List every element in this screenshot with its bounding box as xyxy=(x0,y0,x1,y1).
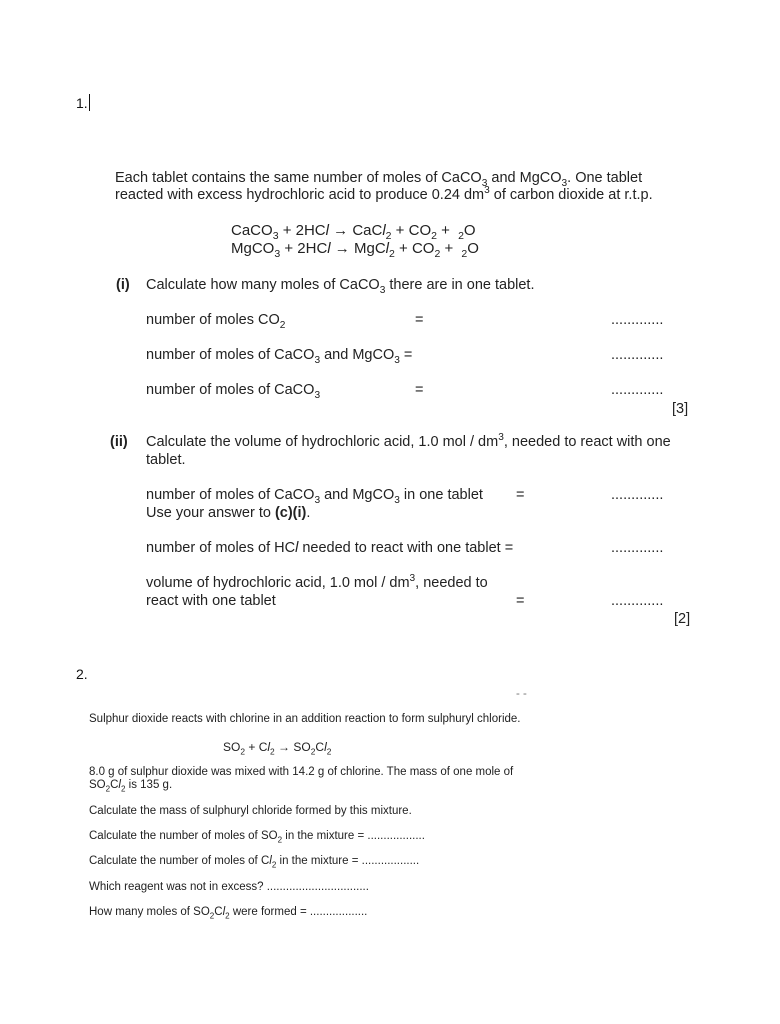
part-i-row1-equals: = xyxy=(415,312,424,328)
part-ii-row1-note: Use your answer to (c)(i). xyxy=(146,505,311,521)
text-cursor xyxy=(89,94,90,111)
question-1-number: 1. xyxy=(76,95,88,111)
equation-caco3: CaCO$_3$ + 2HCl → CaCl$_2$ + $CO_2 + _2O$ xyxy=(231,222,476,242)
q2-moles-formed: How many moles of $SO_2Cl_2$ were formed = .................. xyxy=(89,906,368,921)
part-i-row3-label: number of moles of CaCO$_3$ xyxy=(146,382,321,401)
part-i-question: Calculate how many moles of CaCO$_3$ there are in one tablet. xyxy=(146,277,535,296)
q1-intro-line2: reacted with excess hydrochloric acid to produce 0.24 $dm^3$ of carbon dioxide at r.t.p. xyxy=(115,185,653,203)
part-ii-row2-label: number of moles of HCl needed to react with one tablet = xyxy=(146,540,514,556)
equation-mgco3: MgCO$_3$ + 2HCl → MgCl$_2$ + $CO_2 + _2O$ xyxy=(231,240,479,260)
part-ii-row2-answer-blank[interactable]: ............. xyxy=(611,540,664,556)
question-2-number: 2. xyxy=(76,666,88,682)
part-ii-question-line1: Calculate the volume of hydrochloric acid, 1.0 mol / $dm^3$, needed to react with one xyxy=(146,432,671,450)
part-ii-row1-answer-blank[interactable]: ............. xyxy=(611,487,664,503)
part-ii-row3-label-line1: volume of hydrochloric acid, 1.0 mol / $dm^3$, needed to xyxy=(146,573,488,591)
q2-so2-answer-blank[interactable]: .................. xyxy=(367,830,425,842)
part-i-row3-equals: = xyxy=(415,382,424,398)
q2-reagent: Which reagent was not in excess? ................................ xyxy=(89,881,369,893)
part-i-row2-label: number of moles of CaCO$_3$ and MgCO$_3$ = xyxy=(146,347,413,366)
part-ii-row1-label: number of moles of CaCO$_3$ and MgCO$_3$ in one tablet xyxy=(146,487,483,506)
q2-calc-mass: Calculate the mass of sulphuryl chloride formed by this mixture. xyxy=(89,805,412,817)
part-ii-row3-label-line2: react with one tablet xyxy=(146,593,276,609)
part-ii-row3-equals: = xyxy=(516,593,525,609)
part-ii-label: (ii) xyxy=(110,434,128,450)
part-i-label: (i) xyxy=(116,277,130,293)
equation-so2cl2: $SO_2 + Cl_2 \to SO_2Cl_2$ xyxy=(223,740,332,757)
part-i-row1-label: number of moles $CO_2$ xyxy=(146,312,286,331)
part-ii-row3-answer-blank[interactable]: ............. xyxy=(611,593,664,609)
q2-moles-answer-blank[interactable]: .................. xyxy=(309,906,368,918)
part-ii-marks: [2] xyxy=(674,611,691,627)
q2-calc-so2: Calculate the number of moles of $SO_2$ in the mixture = .................. xyxy=(89,830,425,845)
part-i-row1-answer-blank[interactable]: ............. xyxy=(611,312,664,328)
q2-reagent-answer-blank[interactable]: ................................ xyxy=(266,881,369,893)
part-i-row2-answer-blank[interactable]: ............. xyxy=(611,347,664,363)
part-ii-row1-equals: = xyxy=(516,487,525,503)
q2-cl2-answer-blank[interactable]: .................. xyxy=(361,855,420,867)
q2-mass-line1: 8.0 g of sulphur dioxide was mixed with 14.2 g of chlorine. The mass of one mole of xyxy=(89,766,514,778)
part-ii-question-line2: tablet. xyxy=(146,452,186,468)
q2-calc-cl2: Calculate the number of moles of $Cl_2$ in the mixture = .................. xyxy=(89,855,420,870)
part-i-row3-answer-blank[interactable]: ............. xyxy=(611,382,664,398)
q1-intro-line1: Each tablet contains the same number of moles of CaCO$_3$ and MgCO$_3$. One tablet xyxy=(115,170,643,189)
q2-intro: Sulphur dioxide reacts with chlorine in an addition reaction to form sulphuryl chloride. xyxy=(89,713,521,725)
scan-artifact: - - xyxy=(516,688,527,700)
q2-mass-line2: $SO_2Cl_2$ is 135 g. xyxy=(89,779,173,794)
part-i-marks: [3] xyxy=(672,401,689,417)
